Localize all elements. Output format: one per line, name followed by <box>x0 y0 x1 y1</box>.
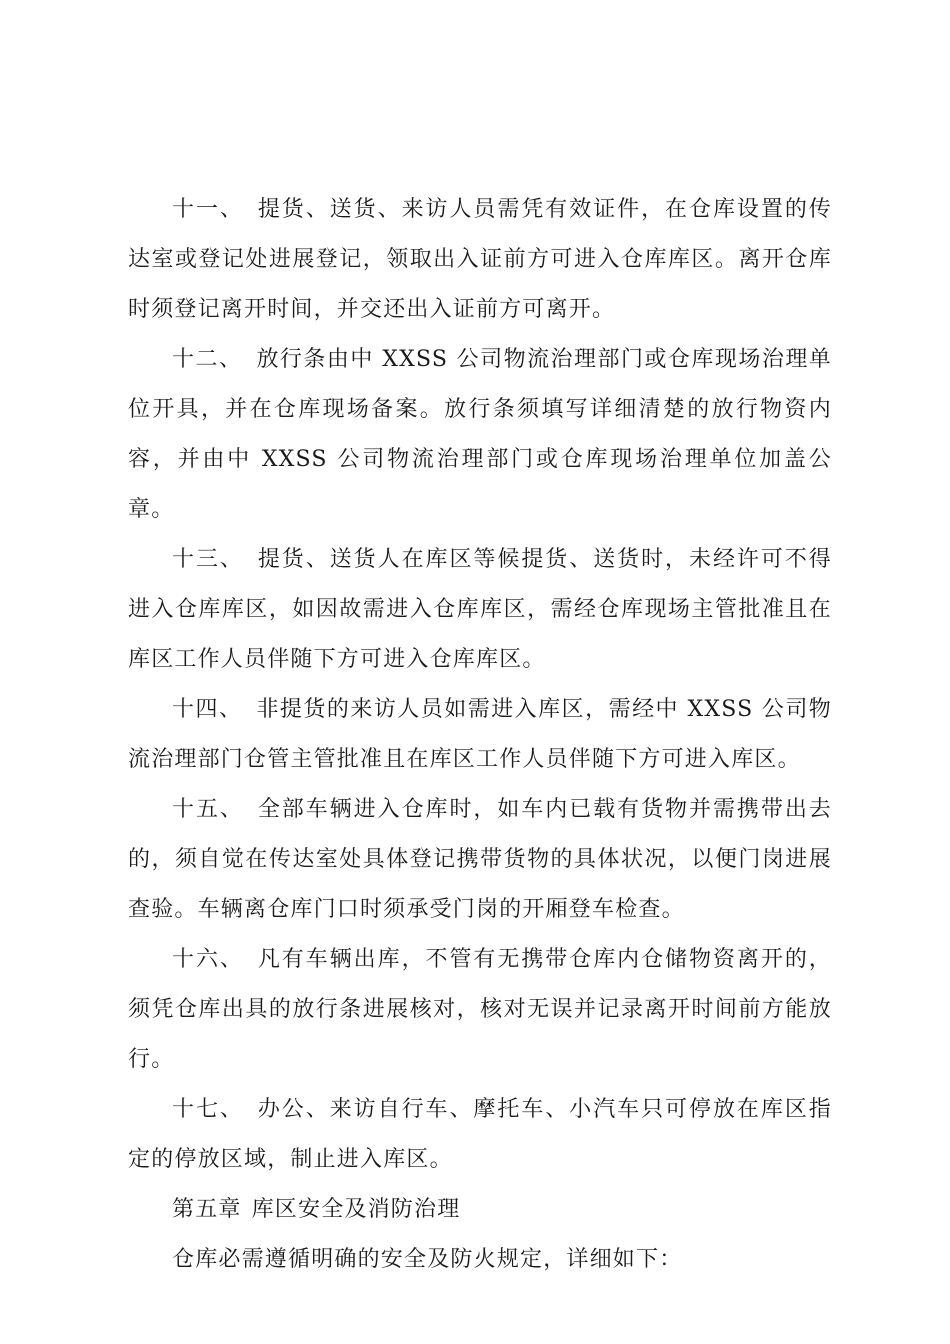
clause-number: 十一、 <box>172 197 244 222</box>
chapter-title: 库区安全及消防治理 <box>251 1197 461 1222</box>
clause-text: 提货、送货人在库区等候提货、送货时，未经许可不得进入仓库库区，如因故需进入仓库库区，需经仓库现场主管批准且在库区工作人员伴随下方可进入仓库库区。 <box>128 547 832 672</box>
clause-number: 十二、 <box>172 347 243 372</box>
clause-number: 十七、 <box>172 1097 244 1122</box>
chapter-heading <box>128 1185 832 1235</box>
clause-text: 提货、送货、来访人员需凭有效证件，在仓库设置的传达室或登记处进展登记，领取出入证前方可进入仓库库区。离开仓库时须登记离开时间，并交还出入证前方可离开。 <box>128 197 832 322</box>
clause-11 <box>128 185 832 335</box>
clause-16 <box>128 935 832 1085</box>
clause-17 <box>128 1085 832 1185</box>
clause-number: 十六、 <box>172 947 244 972</box>
clause-13 <box>128 535 832 685</box>
clause-14 <box>128 685 832 785</box>
clause-number: 十四、 <box>172 697 243 722</box>
clause-number: 十五、 <box>172 797 244 822</box>
clause-text: 办公、来访自行车、摩托车、小汽车只可停放在库区指定的停放区域，制止进入库区。 <box>128 1097 832 1172</box>
clause-text: 全部车辆进入仓库时，如车内已载有货物并需携带出去的，须自觉在传达室处具体登记携带货物的具体状况，以便门岗进展查验。车辆离仓库门口时须承受门岗的开厢登车检查。 <box>128 797 832 922</box>
clause-number: 十三、 <box>172 547 244 572</box>
clause-text: 放行条由中 XXSS 公司物流治理部门或仓库现场治理单位开具，并在仓库现场备案。放行条须填写详细清楚的放行物资内容，并由中 XXSS 公司物流治理部门或仓库现场治理单位加盖公章。 <box>128 347 832 522</box>
clause-15 <box>128 785 832 935</box>
document-body <box>128 185 832 1285</box>
clause-text: 非提货的来访人员如需进入库区，需经中 XXSS 公司物流治理部门仓管主管批准且在库区工作人员伴随下方可进入库区。 <box>128 697 832 772</box>
chapter-label: 第五章 <box>172 1197 242 1222</box>
clause-12 <box>128 335 832 535</box>
clause-text: 凡有车辆出库，不管有无携带仓库内仓储物资离开的，须凭仓库出具的放行条进展核对，核对无误并记录离开时间前方能放行。 <box>128 947 832 1072</box>
chapter-intro: 仓库必需遵循明确的安全及防火规定，详细如下： <box>172 1247 683 1272</box>
